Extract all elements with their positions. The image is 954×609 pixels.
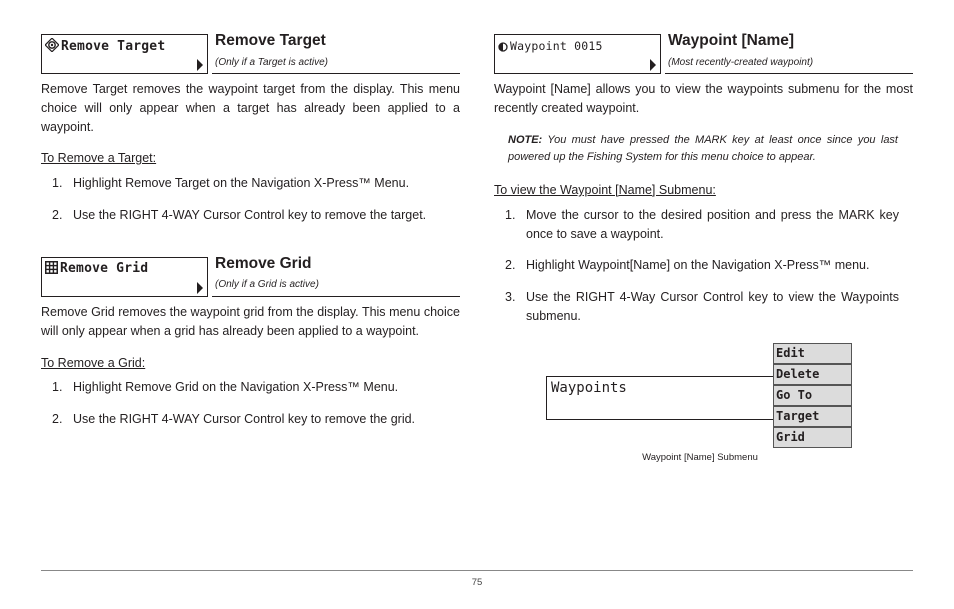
remove-target-step	[52, 206, 460, 226]
step-text: Move the cursor to the desired position and press the MARK key once to save a waypoint.	[526, 208, 899, 241]
remove-target-rule	[212, 73, 460, 74]
remove-target-heading: Remove Target	[215, 32, 326, 49]
step-number: 2.	[505, 258, 516, 272]
waypoint-name-menu-button[interactable]	[494, 34, 661, 74]
step-text: Highlight Remove Target on the Navigation X-Press™ Menu.	[73, 176, 410, 190]
remove-grid-menu-label: Remove Grid	[60, 261, 149, 276]
target-icon	[45, 38, 59, 52]
submenu-item-go-to[interactable]: Go To	[773, 385, 852, 406]
remove-target-description	[41, 80, 460, 137]
grid-icon	[45, 261, 58, 274]
remove-target-subheading: (Only if a Target is active)	[215, 57, 329, 68]
waypoint-name-rule	[665, 73, 913, 74]
chevron-right-icon	[197, 59, 203, 71]
step-number: 2.	[52, 208, 63, 222]
submenu-item-grid[interactable]: Grid	[773, 427, 852, 448]
waypoint-name-step	[505, 288, 899, 328]
step-text: Use the RIGHT 4-WAY Cursor Control key to remove the grid.	[73, 412, 416, 426]
remove-target-menu-label: Remove Target	[61, 39, 166, 54]
remove-grid-menu-button[interactable]	[41, 257, 208, 297]
step-number: 1.	[505, 208, 516, 222]
waypoint-name-description	[494, 80, 913, 118]
footer-rule	[41, 570, 913, 571]
step-number: 1.	[52, 176, 63, 190]
remove-grid-rule	[212, 296, 460, 297]
step-text: Highlight Remove Grid on the Navigation X-Press™ Menu.	[73, 380, 399, 394]
submenu-item-edit[interactable]: Edit	[773, 343, 852, 364]
waypoint-icon	[498, 42, 508, 52]
step-text: Highlight Waypoint[Name] on the Navigation X-Press™ menu.	[526, 258, 870, 272]
chevron-right-icon	[197, 282, 203, 294]
step-text: Use the RIGHT 4-WAY Cursor Control key to remove the target.	[73, 208, 427, 222]
remove-grid-howto: To Remove a Grid:	[41, 356, 146, 370]
waypoint-name-menu-label: Waypoint 0015	[510, 39, 603, 53]
waypoint-name-howto: To view the Waypoint [Name] Submenu:	[494, 183, 716, 197]
waypoint-name-step	[505, 256, 899, 276]
remove-grid-heading: Remove Grid	[215, 255, 312, 272]
note-text: You must have pressed the MARK key at least once since you last powered up the Fishing System for this menu choice to appear.	[508, 134, 898, 163]
page-number: 75	[471, 577, 483, 588]
remove-target-howto: To Remove a Target:	[41, 151, 157, 165]
waypoint-name-desc-text: allows you to view the waypoints submenu for the most recently created waypoint.	[494, 82, 914, 115]
waypoint-name-heading: Waypoint [Name]	[668, 32, 795, 49]
remove-grid-subheading: (Only if a Grid is active)	[215, 279, 319, 290]
submenu-item-delete[interactable]: Delete	[773, 364, 852, 385]
remove-target-menu-label-wrap	[45, 38, 165, 54]
remove-grid-step	[52, 410, 460, 430]
submenu-item-target[interactable]: Target	[773, 406, 852, 427]
note-label: NOTE:	[508, 134, 543, 146]
step-number: 2.	[52, 412, 63, 426]
remove-target-term: Remove Target	[41, 82, 128, 96]
waypoint-name-step	[505, 206, 899, 246]
waypoint-name-subheading: (Most recently-created waypoint)	[668, 57, 814, 68]
waypoint-name-term: Waypoint [Name]	[494, 82, 591, 96]
remove-grid-desc-text: removes the waypoint grid from the display. This menu choice will only appear when a grid has already been applied to a waypoint.	[41, 305, 460, 338]
chevron-right-icon	[650, 59, 656, 71]
waypoints-title-box[interactable]	[546, 376, 774, 420]
remove-grid-step	[52, 378, 460, 398]
remove-grid-description	[41, 303, 460, 341]
step-number: 3.	[505, 290, 516, 304]
remove-target-desc-text: removes the waypoint target from the display. This menu choice will only appear when a target has already been applied to a waypoint.	[41, 82, 460, 134]
waypoints-title: Waypoints	[551, 380, 627, 396]
figure-caption: Waypoint [Name] Submenu	[642, 452, 758, 463]
waypoint-name-menu-label-wrap	[498, 39, 603, 53]
step-text: Use the RIGHT 4-Way Cursor Control key to view the Waypoints submenu.	[526, 290, 899, 323]
remove-grid-menu-label-wrap	[45, 261, 148, 276]
waypoint-name-note	[508, 132, 898, 165]
remove-target-menu-button[interactable]	[41, 34, 208, 74]
remove-grid-term: Remove Grid	[41, 305, 115, 319]
step-number: 1.	[52, 380, 63, 394]
remove-target-step	[52, 174, 460, 194]
